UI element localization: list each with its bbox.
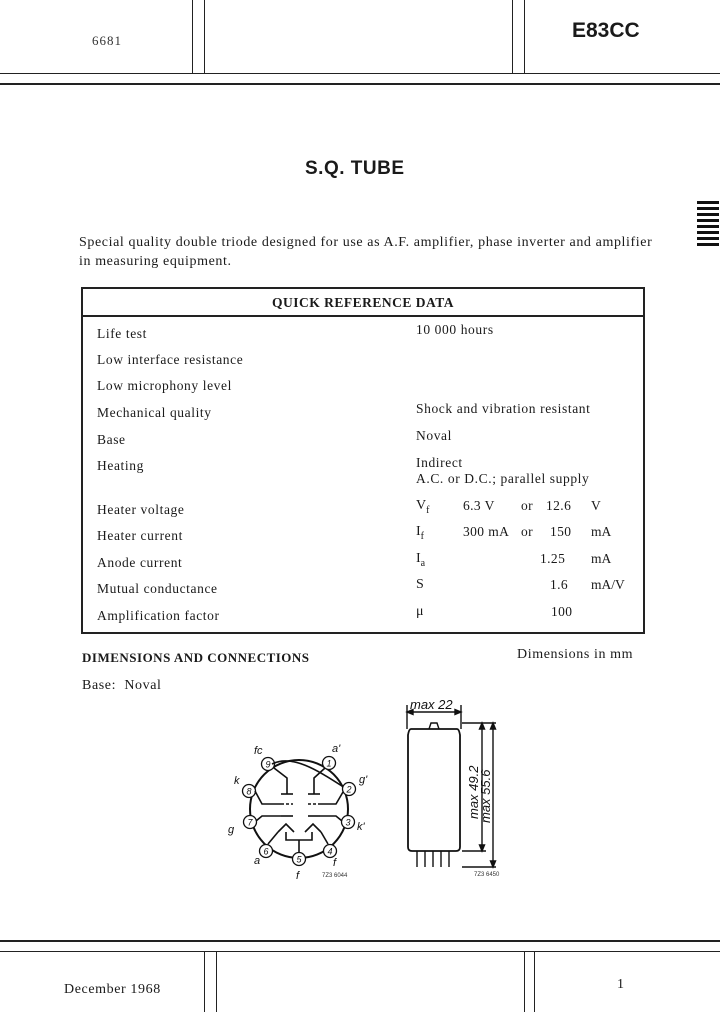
pin-number: 8 — [246, 786, 252, 797]
diagram-ref: 7Z3 6044 — [322, 873, 348, 879]
dimensions-heading: DIMENSIONS AND CONNECTIONS — [82, 650, 310, 665]
value-primary: 300 mA — [463, 524, 510, 539]
symbol: $I_a$ — [416, 551, 426, 569]
symbol: $V_f$ — [416, 498, 430, 516]
pin-label: a — [254, 855, 261, 867]
row-label: Life test — [97, 326, 148, 341]
drawing-ref: 7Z3 6450 — [474, 872, 500, 878]
pin-number: 6 — [263, 846, 269, 857]
unit: V — [591, 498, 601, 513]
symbol: S — [416, 577, 424, 592]
row-label: Anode current — [97, 555, 183, 570]
value-secondary: 150 — [550, 524, 572, 539]
pin-number: 1 — [326, 758, 332, 769]
symbol: $I_f$ — [416, 524, 425, 542]
tube-outline-drawing — [398, 695, 510, 885]
pin-label: f — [296, 870, 300, 882]
footer-date: December 1968 — [64, 982, 161, 997]
unit: mA — [591, 551, 612, 566]
pin-number: 4 — [327, 846, 333, 857]
unit: mA — [591, 524, 612, 539]
row-label: Mutual conductance — [97, 581, 218, 596]
pin-label: a' — [332, 743, 341, 755]
pin-number: 7 — [247, 817, 253, 828]
row-label: Amplification factor — [97, 608, 220, 623]
base-line: Base: Noval — [82, 678, 162, 693]
row-value: Shock and vibration resistant — [416, 401, 591, 416]
pin-label: k' — [357, 821, 365, 833]
pin-label: f — [333, 857, 337, 869]
row-value: Indirect — [416, 455, 463, 470]
row-label: Low interface resistance — [97, 352, 244, 367]
value-secondary: 1.6 — [550, 577, 569, 592]
row-label: Heater current — [97, 528, 183, 543]
description: Special quality double triode designed for use as A.F. amplifier, phase inverter and amplifier in measuring equipment. — [79, 235, 653, 269]
tube-type: E83CC — [572, 19, 640, 42]
pin-label: g' — [359, 774, 368, 786]
pin-connection-diagram — [222, 740, 382, 885]
dimensions-note: Dimensions in mm — [517, 647, 634, 662]
row-value: 10 000 hours — [416, 322, 494, 337]
document-code: 6681 — [92, 33, 122, 48]
pin-number: 2 — [346, 784, 352, 795]
row-label: Heater voltage — [97, 502, 185, 517]
row-label: Heating — [97, 458, 144, 473]
value-primary: 6.3 V — [463, 498, 495, 513]
page-title: S.Q. TUBE — [305, 158, 405, 179]
row-value: Noval — [416, 428, 452, 443]
pin-label: k — [234, 775, 240, 787]
row-value-secondary: A.C. or D.C.; parallel supply — [416, 471, 590, 486]
row-label: Base — [97, 432, 126, 447]
body-height-dimension: max 49.2 — [466, 765, 481, 819]
value-secondary: 100 — [551, 604, 573, 619]
pin-number: 5 — [296, 854, 302, 865]
value-separator: or — [521, 498, 534, 513]
symbol: μ — [416, 604, 424, 619]
quick-reference-table — [81, 287, 645, 634]
total-height-dimension: max 55.6 — [478, 769, 493, 823]
row-label: Mechanical quality — [97, 405, 212, 420]
pin-label: fc — [254, 745, 263, 757]
value-separator: or — [521, 524, 534, 539]
page-number: 1 — [617, 977, 625, 992]
width-dimension: max 22 — [410, 697, 453, 712]
value-secondary: 1.25 — [540, 551, 566, 566]
value-secondary: 12.6 — [546, 498, 572, 513]
unit: mA/V — [591, 577, 625, 592]
row-label: Low microphony level — [97, 378, 232, 393]
pin-label: g — [228, 824, 235, 836]
pin-number: 3 — [345, 817, 351, 828]
quick-reference-heading: QUICK REFERENCE DATA — [83, 289, 643, 317]
pin-number: 9 — [265, 759, 271, 770]
